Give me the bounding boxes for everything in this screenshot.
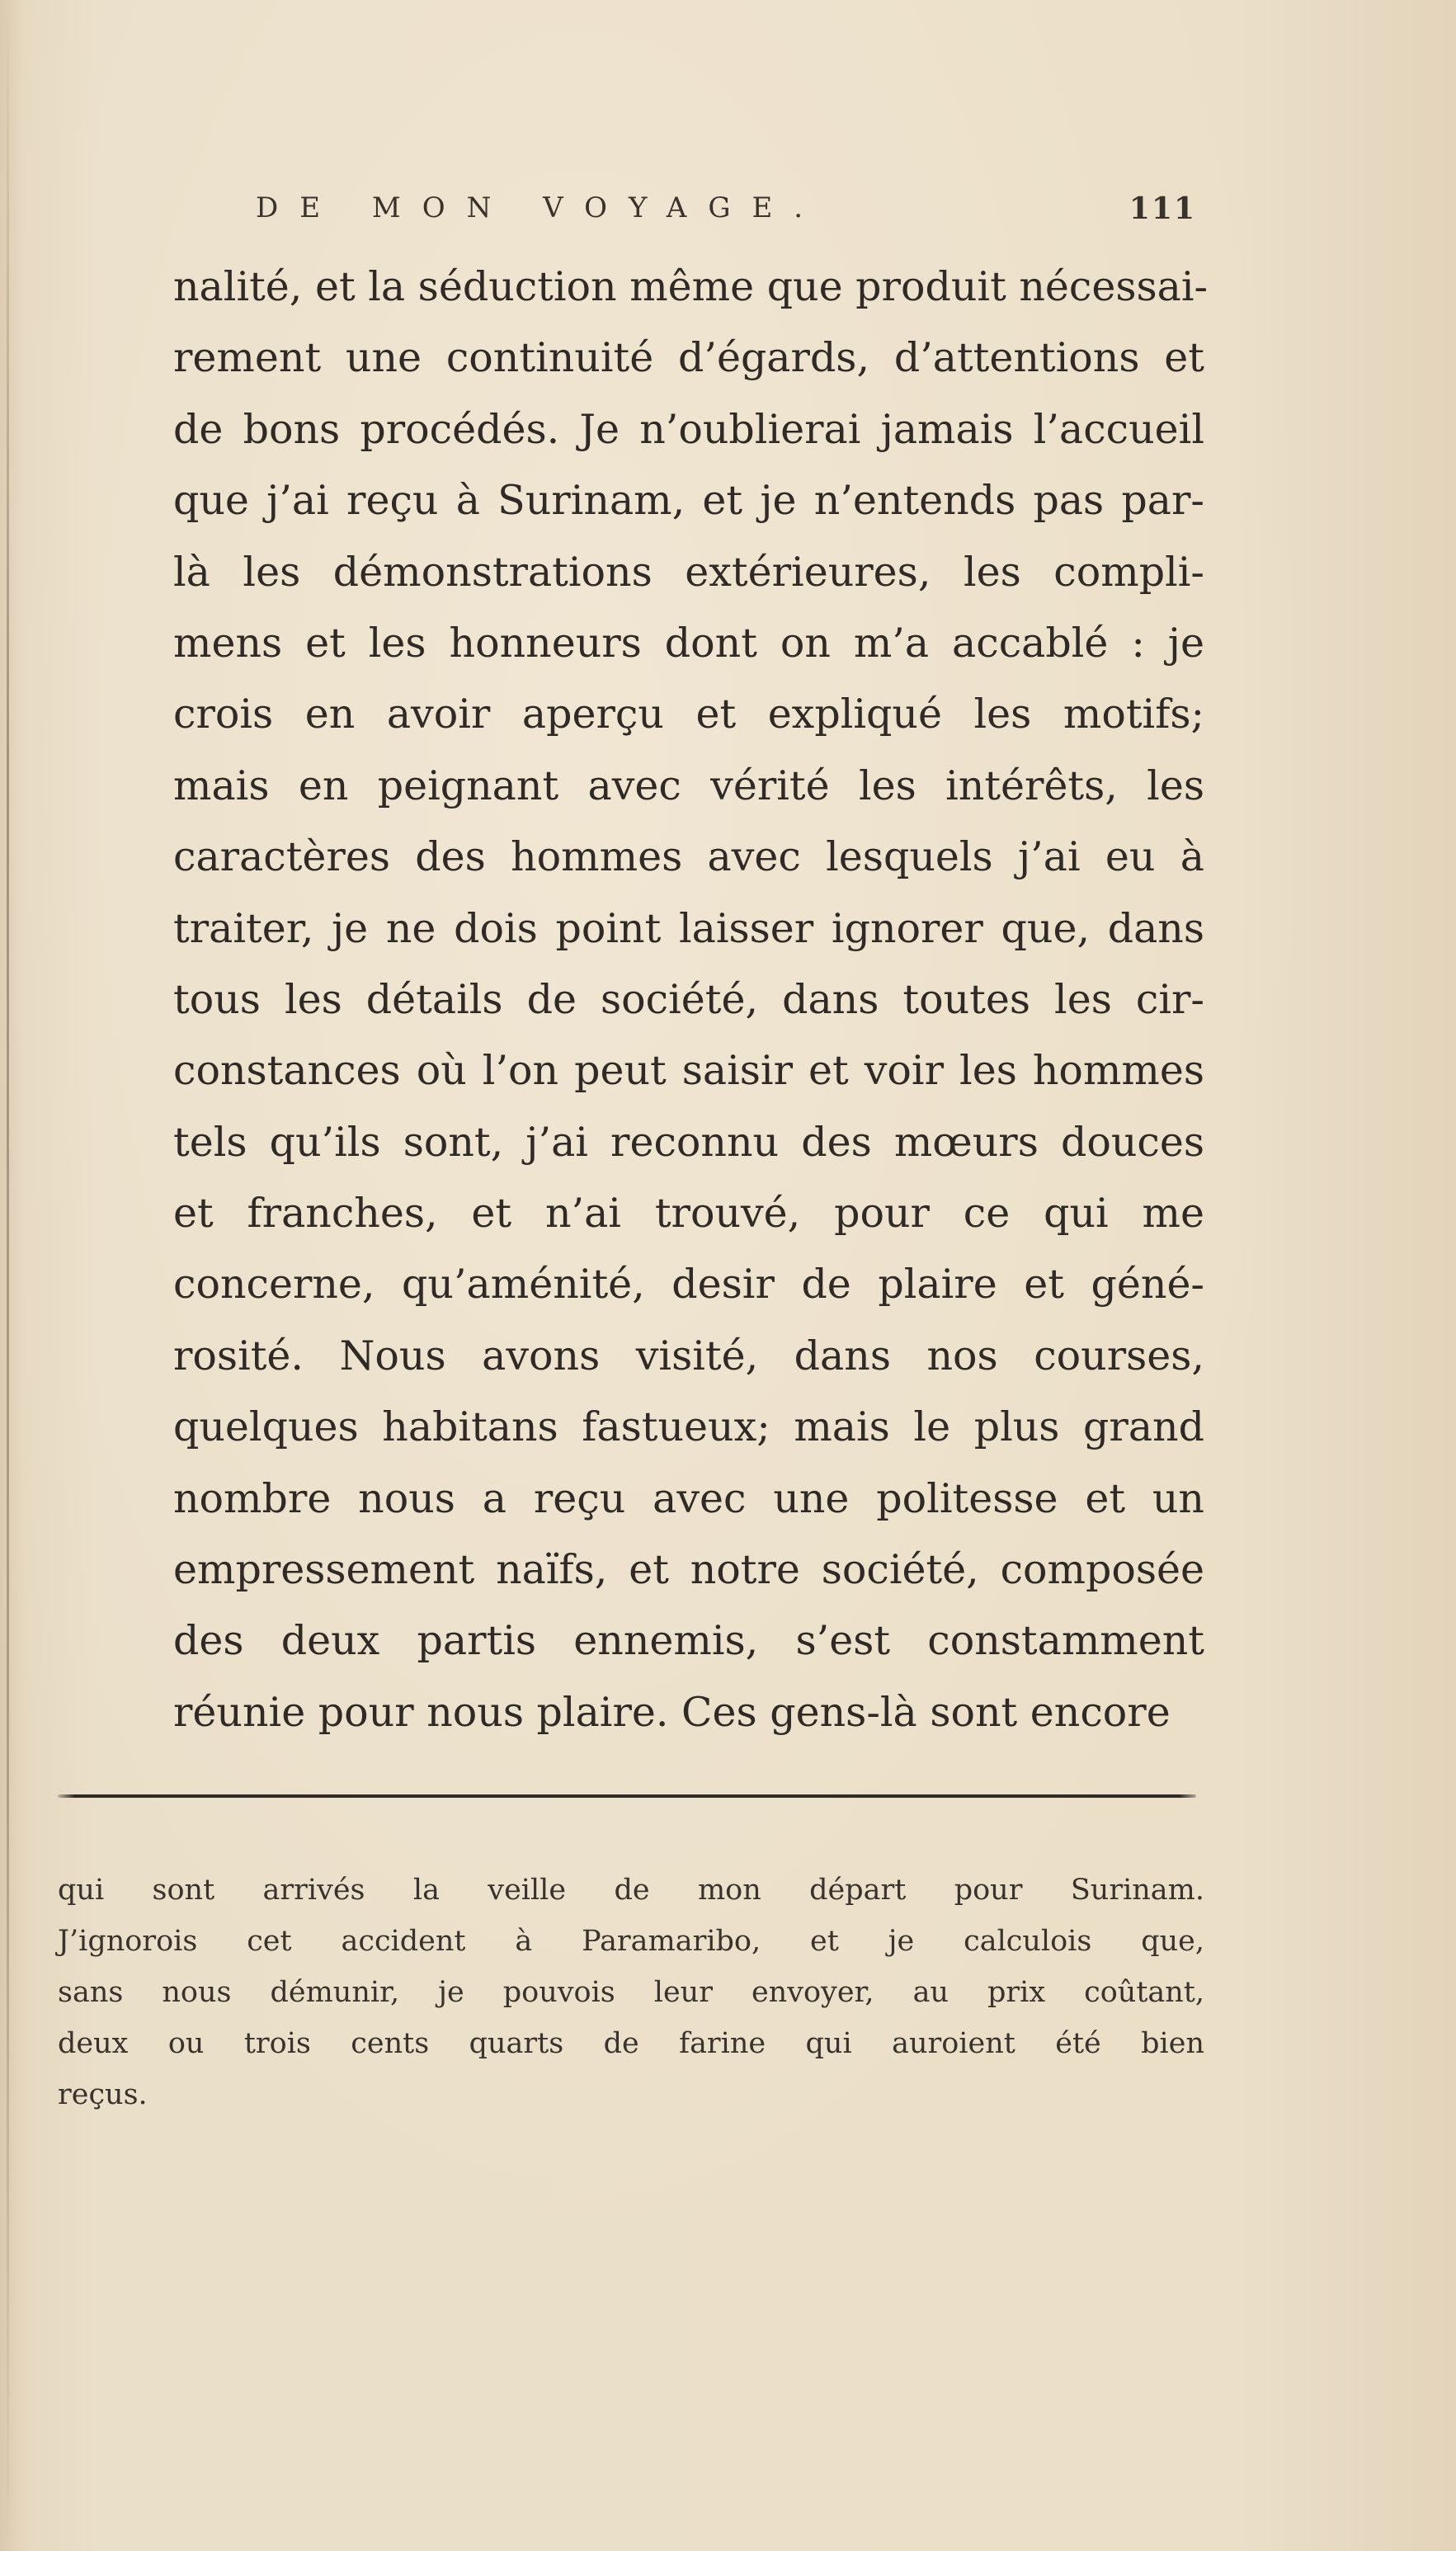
body-line: et franches, et n’ai trouvé, pour ce qui me <box>173 1190 1204 1238</box>
body-line: nombre nous a reçu avec une politesse et un <box>173 1474 1204 1522</box>
body-line: empressement naïfs, et notre société, composée <box>173 1546 1204 1594</box>
body-line: tous les détails de société, dans toutes les cir- <box>173 975 1204 1023</box>
body-line: concerne, qu’aménité, desir de plaire et géné- <box>173 1261 1204 1309</box>
body-line: traiter, je ne dois point laisser ignorer que, dans <box>173 904 1204 952</box>
footnote <box>58 1865 1204 2120</box>
page-gutter-edge <box>7 0 9 2551</box>
footnote-separator-rule <box>58 1794 1196 1798</box>
body-line: caractères des hommes avec lesquels j’ai eu à <box>173 833 1204 881</box>
body-line: rosité. Nous avons visité, dans nos courses, <box>173 1332 1204 1379</box>
running-head <box>247 191 1204 241</box>
body-line: de bons procédés. Je n’oublierai jamais l’accueil <box>173 405 1204 453</box>
body-line: constances où l’on peut saisir et voir les hommes <box>173 1047 1204 1095</box>
body-line: rement une continuité d’égards, d’attentions et <box>173 334 1204 382</box>
body-line: crois en avoir aperçu et expliqué les motifs; <box>173 691 1204 738</box>
body-line: que j’ai reçu à Surinam, et je n’entends pas par- <box>173 477 1204 525</box>
body-line: tels qu’ils sont, j’ai reconnu des mœurs douces <box>173 1118 1204 1166</box>
body-line: mais en peignant avec vérité les intérêts, les <box>173 762 1204 809</box>
page-number: 111 <box>1129 191 1196 226</box>
body-text <box>173 252 1209 1748</box>
running-title: DE MON VOYAGE. <box>256 191 825 224</box>
footnote-line: J’ignorois cet accident à Paramaribo, et je calculois que, <box>58 1925 1204 1958</box>
body-line: nalité, et la séduction même que produit nécessai- <box>173 263 1209 310</box>
footnote-line: reçus. <box>58 2078 148 2111</box>
footnote-line: qui sont arrivés la veille de mon départ pour Surinam. <box>58 1874 1204 1907</box>
body-line: réunie pour nous plaire. Ces gens-là sont encore <box>173 1688 1171 1736</box>
footnote-line: deux ou trois cents quarts de farine qui auroient été bien <box>58 2027 1204 2060</box>
body-line: là les démonstrations extérieures, les compli- <box>173 548 1204 596</box>
footnote-line: sans nous démunir, je pouvois leur envoyer, au prix coûtant, <box>58 1976 1204 2009</box>
body-line: quelques habitans fastueux; mais le plus grand <box>173 1403 1204 1451</box>
body-line: des deux partis ennemis, s’est constamment <box>173 1617 1204 1665</box>
body-line: mens et les honneurs dont on m’a accablé : je <box>173 619 1204 667</box>
